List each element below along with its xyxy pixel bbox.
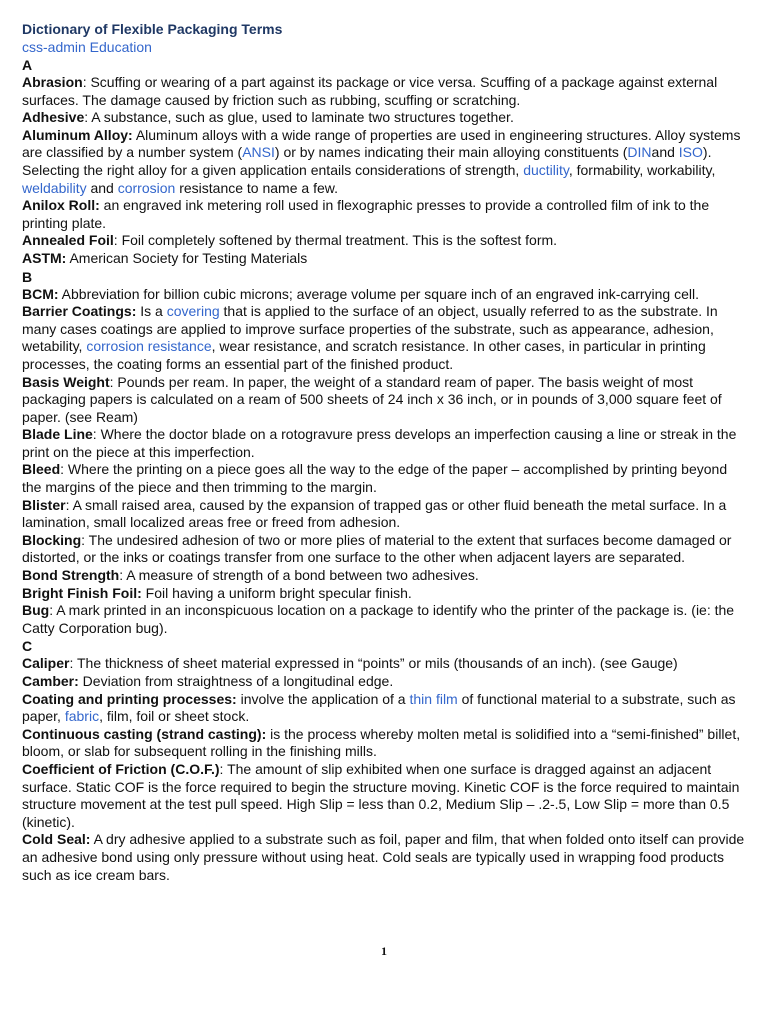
glossary-entry xyxy=(22,726,746,761)
definition-text: : Where the printing on a piece goes all the way to the edge of the paper – accomplished by printing beyond the margins of the piece and then trimming to the margin. xyxy=(22,461,728,496)
definition-text: : Foil completely softened by thermal treatment. This is the softest form. xyxy=(113,232,558,249)
definition-link[interactable]: corrosion resistance xyxy=(86,338,212,355)
definition-link[interactable]: weldability xyxy=(22,179,87,196)
entry-term: Annealed Foil xyxy=(22,232,114,249)
entry-term: Blade Line xyxy=(22,426,93,443)
page-number: 1 xyxy=(381,944,387,958)
definition-text: : Where the doctor blade on a rotogravure press develops an imperfection causing a line or streak in the print on the piece at this imperfection. xyxy=(22,426,737,460)
definition-text: , film, foil or sheet stock. xyxy=(99,708,250,725)
entry-term: Blister xyxy=(22,496,66,513)
definition-text: : The amount of slip exhibited when one surface is dragged against an adjacent surface. Static COF is the force required to begin the structure moving. Kinetic COF is the force required to maintain structure movement at the test pull speed. High Slip = less than 0.2, Medium Slip – .2-.5, Low Slip = more than 0.5 (kinetic). xyxy=(22,760,740,830)
glossary-entry xyxy=(22,673,746,691)
definition-link[interactable]: corrosion xyxy=(117,179,176,196)
entry-term: Barrier Coatings: xyxy=(22,303,137,320)
definition-link[interactable]: thin film xyxy=(409,690,458,707)
glossary-entry xyxy=(22,426,746,461)
glossary-entry xyxy=(22,655,746,673)
glossary-entry xyxy=(22,109,746,127)
glossary-entry xyxy=(22,567,746,585)
glossary-entry xyxy=(22,127,746,197)
definition-text: Deviation from straightness of a longitudinal edge. xyxy=(78,673,394,689)
glossary-entry xyxy=(22,532,746,567)
glossary-entry xyxy=(22,691,746,726)
glossary-entry xyxy=(22,250,746,268)
definition-link[interactable]: ISO xyxy=(678,144,703,161)
entry-term: Bond Strength xyxy=(22,567,120,584)
glossary-entry xyxy=(22,197,746,232)
entry-term: Caliper xyxy=(22,655,70,672)
definition-text: Is a xyxy=(136,303,167,320)
section-letter: C xyxy=(22,638,33,655)
definition-text: , formability, workability, xyxy=(568,161,716,178)
definition-text: Abbreviation for billion cubic microns; average volume per square inch of an engraved ink-carrying cell. xyxy=(58,285,699,302)
definition-text: : A substance, such as glue, used to laminate two structures together. xyxy=(84,109,514,126)
glossary-entry xyxy=(22,585,746,603)
entry-term: Bug xyxy=(22,602,50,619)
glossary-entry xyxy=(22,303,746,373)
glossary-entry xyxy=(22,74,746,109)
definition-text: : Scuffing or wearing of a part against its package or vice versa. Scuffing of a package against external surfaces. The damage caused by friction such as rubbing, scuffing or scratching. xyxy=(22,74,718,108)
entry-term: Cold Seal: xyxy=(22,831,91,848)
entry-term: Basis Weight xyxy=(22,373,110,390)
glossary-entry xyxy=(22,831,746,884)
definition-text: of functional material to a substrate, such as paper, xyxy=(22,690,736,725)
definition-text: : The thickness of sheet material expressed in “points” or mils (thousands of an inch). (see Gauge) xyxy=(69,655,678,672)
entry-term: Abrasion xyxy=(22,74,83,90)
definition-text: resistance to name a few. xyxy=(175,179,338,196)
entry-term: Camber: xyxy=(22,673,79,689)
glossary-entry xyxy=(22,374,746,427)
document-page xyxy=(22,20,746,884)
entry-term: Continuous casting (strand casting): xyxy=(22,725,267,742)
glossary-entry xyxy=(22,497,746,532)
definition-text: is the process whereby molten metal is solidified into a “semi-finished” billet, bloom, or slab for subsequent rolling in the finishing mills. xyxy=(22,725,741,760)
entry-term: Bright Finish Foil: xyxy=(22,584,142,601)
definition-link[interactable]: ANSI xyxy=(242,144,275,161)
definition-text: American Society for Testing Materials xyxy=(66,249,308,266)
entry-term: Blocking xyxy=(22,531,82,548)
entry-term: Adhesive xyxy=(22,109,85,126)
definition-text: : A small raised area, caused by the expansion of trapped gas or other fluid beneath the metal surface. In a lamination, small localized areas free or freed from adhesion. xyxy=(22,496,727,531)
glossary-entry xyxy=(22,232,746,250)
glossary-body xyxy=(22,56,746,884)
definition-text: : A measure of strength of a bond between two adhesives. xyxy=(119,567,479,584)
entry-term: BCM: xyxy=(22,285,59,302)
entry-term: Aluminum Alloy: xyxy=(22,126,133,143)
definition-text: : The undesired adhesion of two or more plies of material to the extent that surfaces become damaged or distorted, or the inks or coatings transfer from one surface to the other when adjacent layers are separated. xyxy=(22,531,732,566)
section-letter: B xyxy=(22,268,33,285)
definition-text: and xyxy=(651,144,679,161)
document-author[interactable]: css-admin Education xyxy=(22,39,152,55)
definition-link[interactable]: fabric xyxy=(64,708,100,725)
entry-term: Coefficient of Friction (C.O.F.) xyxy=(22,760,220,777)
definition-text: ) or by names indicating their main alloying constituents ( xyxy=(274,144,628,161)
definition-text: an engraved ink metering roll used in flexographic presses to provide a controlled film of ink to the printing plate. xyxy=(22,197,710,231)
definition-text: : Pounds per ream. In paper, the weight of a standard ream of paper. The basis weight of most packaging papers is calculated on a ream of 500 sheets of 24 inch x 36 inch, or in pounds of 3,000 square feet of paper. (see Ream) xyxy=(22,373,722,425)
section-letter: A xyxy=(22,57,33,73)
definition-text: A dry adhesive applied to a substrate such as foil, paper and film, that when folded onto itself can provide an adhesive bond using only pressure without using heat. Cold seals are typically used in wrapping food products such as ice cream bars. xyxy=(22,831,745,883)
definition-text: , wear resistance, and scratch resistance. In other cases, in particular in printing processes, the coating forms an essential part of the finished product. xyxy=(22,338,706,372)
glossary-entry xyxy=(22,286,746,304)
entry-term: Bleed xyxy=(22,461,61,478)
definition-text: that is applied to the surface of an object, usually referred to as the substrate. In many cases coatings are applied to improve surface properties of the substrate, such as appearance, adhesion, wetability, xyxy=(22,303,718,355)
document-title: Dictionary of Flexible Packaging Terms xyxy=(22,21,283,37)
definition-text: involve the application of a xyxy=(236,690,410,707)
entry-term: Anilox Roll: xyxy=(22,197,100,214)
definition-text: ). Selecting the right alloy for a given application entails considerations of strength, xyxy=(22,144,712,178)
entry-term: Coating and printing processes: xyxy=(22,690,237,707)
definition-text: Aluminum alloys with a wide range of properties are used in engineering structures. Alloy systems are classified by a number system ( xyxy=(22,126,741,161)
definition-link[interactable]: DIN xyxy=(627,144,652,161)
definition-text: : A mark printed in an inconspicuous location on a package to identify who the printer of the package is. (ie: the Catty Corporation bug). xyxy=(22,602,735,636)
definition-text: and xyxy=(86,179,118,196)
definition-text: Foil having a uniform bright specular finish. xyxy=(141,584,412,601)
entry-term: ASTM: xyxy=(22,249,67,266)
definition-link[interactable]: covering xyxy=(166,303,220,320)
glossary-entry xyxy=(22,602,746,637)
glossary-entry xyxy=(22,761,746,831)
definition-link[interactable]: ductility xyxy=(523,161,569,178)
glossary-entry xyxy=(22,461,746,496)
